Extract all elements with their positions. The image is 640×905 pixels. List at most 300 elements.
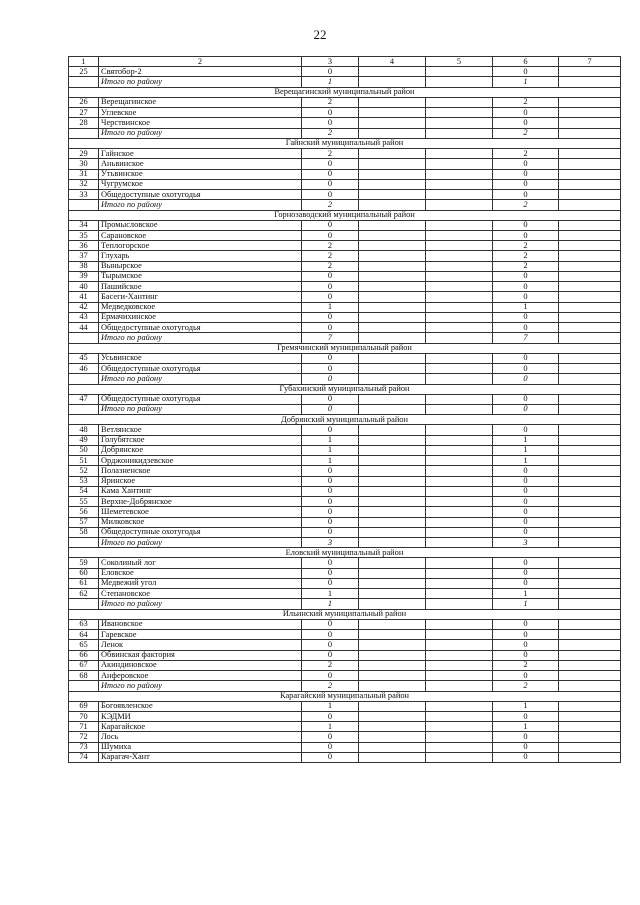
column-5-value — [426, 425, 493, 435]
table-row — [69, 241, 621, 251]
column-3-value: 0 — [302, 323, 359, 333]
column-3-value: 2 — [302, 200, 359, 210]
district-title: Добрянский муниципальный район — [69, 415, 621, 425]
column-3-value: 0 — [302, 282, 359, 292]
column-6-value: 0 — [493, 558, 559, 568]
hunting-ground-name: Глухарь — [99, 251, 302, 261]
column-6-value: 0 — [493, 312, 559, 322]
column-header: 6 — [493, 57, 559, 67]
table-row — [69, 650, 621, 660]
district-title: Карагайский муниципальный район — [69, 691, 621, 701]
total-label: Итого по району — [99, 374, 302, 384]
column-6-value: 1 — [493, 77, 559, 87]
row-number: 49 — [69, 435, 99, 445]
table-row — [69, 517, 621, 527]
column-7-value — [559, 722, 621, 732]
column-3-value: 2 — [302, 660, 359, 670]
table-row — [69, 466, 621, 476]
column-5-value — [426, 589, 493, 599]
column-3-value: 0 — [302, 118, 359, 128]
column-6-value: 0 — [493, 671, 559, 681]
total-label: Итого по району — [99, 333, 302, 343]
column-7-value — [559, 190, 621, 200]
row-number — [69, 77, 99, 87]
column-3-value: 0 — [302, 578, 359, 588]
column-3-value: 0 — [302, 353, 359, 363]
column-3-value: 0 — [302, 425, 359, 435]
row-number: 58 — [69, 527, 99, 537]
hunting-ground-name: Гайнское — [99, 149, 302, 159]
column-6-value: 1 — [493, 701, 559, 711]
table-row — [69, 619, 621, 629]
district-header-row — [69, 548, 621, 558]
column-6-value: 0 — [493, 179, 559, 189]
column-5-value — [426, 128, 493, 138]
district-total-row — [69, 128, 621, 138]
column-5-value — [426, 486, 493, 496]
column-6-value: 0 — [493, 578, 559, 588]
column-4-value — [359, 568, 426, 578]
district-total-row — [69, 404, 621, 414]
table-row — [69, 353, 621, 363]
column-7-value — [559, 527, 621, 537]
column-5-value — [426, 67, 493, 77]
column-4-value — [359, 527, 426, 537]
column-6-value: 0 — [493, 108, 559, 118]
row-number: 65 — [69, 640, 99, 650]
row-number: 57 — [69, 517, 99, 527]
column-header: 4 — [359, 57, 426, 67]
column-5-value — [426, 650, 493, 660]
column-6-value: 0 — [493, 425, 559, 435]
table-row — [69, 220, 621, 230]
column-4-value — [359, 640, 426, 650]
column-5-value — [426, 671, 493, 681]
column-3-value: 3 — [302, 538, 359, 548]
district-header-row — [69, 138, 621, 148]
column-3-value: 0 — [302, 507, 359, 517]
table-row — [69, 435, 621, 445]
table-row — [69, 578, 621, 588]
row-number: 53 — [69, 476, 99, 486]
hunting-ground-name: Святобор-2 — [99, 67, 302, 77]
hunting-ground-name: Добрянское — [99, 445, 302, 455]
table-row — [69, 732, 621, 742]
row-number: 72 — [69, 732, 99, 742]
column-7-value — [559, 660, 621, 670]
column-4-value — [359, 681, 426, 691]
table-row — [69, 486, 621, 496]
column-4-value — [359, 742, 426, 752]
column-3-value: 0 — [302, 476, 359, 486]
column-7-value — [559, 578, 621, 588]
table-row — [69, 568, 621, 578]
hunting-ground-name: Обвинская фактория — [99, 650, 302, 660]
row-number: 66 — [69, 650, 99, 660]
column-4-value — [359, 701, 426, 711]
district-title: Гайнский муниципальный район — [69, 138, 621, 148]
column-5-value — [426, 230, 493, 240]
column-5-value — [426, 507, 493, 517]
row-number — [69, 128, 99, 138]
column-7-value — [559, 681, 621, 691]
column-6-value: 0 — [493, 712, 559, 722]
column-7-value — [559, 77, 621, 87]
column-4-value — [359, 589, 426, 599]
column-6-value: 0 — [493, 118, 559, 128]
column-6-value: 0 — [493, 476, 559, 486]
hunting-ground-name: Медвежий угол — [99, 578, 302, 588]
column-5-value — [426, 722, 493, 732]
table-row — [69, 507, 621, 517]
hunting-ground-name: Теплогорское — [99, 241, 302, 251]
table-row — [69, 67, 621, 77]
column-6-value: 2 — [493, 97, 559, 107]
column-5-value — [426, 97, 493, 107]
column-7-value — [559, 200, 621, 210]
column-7-value — [559, 128, 621, 138]
column-4-value — [359, 200, 426, 210]
hunting-ground-name: Верхне-Добрянское — [99, 497, 302, 507]
row-number: 43 — [69, 312, 99, 322]
column-3-value: 1 — [302, 599, 359, 609]
table-row — [69, 527, 621, 537]
column-5-value — [426, 108, 493, 118]
column-4-value — [359, 128, 426, 138]
column-5-value — [426, 169, 493, 179]
column-7-value — [559, 323, 621, 333]
column-3-value: 1 — [302, 456, 359, 466]
column-4-value — [359, 179, 426, 189]
column-5-value — [426, 681, 493, 691]
table-row — [69, 476, 621, 486]
hunting-ground-name: Кама Хантинг — [99, 486, 302, 496]
column-3-value: 1 — [302, 701, 359, 711]
row-number: 62 — [69, 589, 99, 599]
column-5-value — [426, 282, 493, 292]
row-number: 67 — [69, 660, 99, 670]
district-title: Верещагинский муниципальный район — [69, 87, 621, 97]
column-5-value — [426, 241, 493, 251]
row-number: 52 — [69, 466, 99, 476]
column-4-value — [359, 312, 426, 322]
hunting-ground-name: Полазненское — [99, 466, 302, 476]
district-total-row — [69, 374, 621, 384]
column-3-value: 1 — [302, 589, 359, 599]
column-4-value — [359, 149, 426, 159]
row-number: 39 — [69, 271, 99, 281]
column-6-value: 0 — [493, 619, 559, 629]
column-5-value — [426, 558, 493, 568]
column-number-row — [69, 57, 621, 67]
column-4-value — [359, 97, 426, 107]
column-6-value: 0 — [493, 732, 559, 742]
total-label: Итого по району — [99, 538, 302, 548]
district-header-row — [69, 343, 621, 353]
column-4-value — [359, 671, 426, 681]
column-5-value — [426, 517, 493, 527]
column-6-value: 1 — [493, 456, 559, 466]
hunting-grounds-table — [68, 56, 621, 763]
column-3-value: 0 — [302, 630, 359, 640]
table-row — [69, 149, 621, 159]
column-4-value — [359, 159, 426, 169]
column-6-value: 3 — [493, 538, 559, 548]
column-3-value: 0 — [302, 364, 359, 374]
table-row — [69, 251, 621, 261]
column-4-value — [359, 722, 426, 732]
table-row — [69, 445, 621, 455]
row-number: 28 — [69, 118, 99, 128]
column-7-value — [559, 712, 621, 722]
column-5-value — [426, 149, 493, 159]
hunting-ground-name: Общедоступные охотугодья — [99, 394, 302, 404]
table-row — [69, 292, 621, 302]
hunting-ground-name: Усьвинское — [99, 353, 302, 363]
table-row — [69, 190, 621, 200]
table-row — [69, 630, 621, 640]
column-5-value — [426, 118, 493, 128]
column-7-value — [559, 630, 621, 640]
table-row — [69, 752, 621, 762]
column-4-value — [359, 650, 426, 660]
column-6-value: 0 — [493, 220, 559, 230]
hunting-ground-name: Углевское — [99, 108, 302, 118]
column-4-value — [359, 466, 426, 476]
row-number — [69, 374, 99, 384]
column-3-value: 0 — [302, 640, 359, 650]
column-5-value — [426, 261, 493, 271]
row-number: 41 — [69, 292, 99, 302]
district-title: Гремячинский муниципальный район — [69, 343, 621, 353]
column-4-value — [359, 660, 426, 670]
column-7-value — [559, 671, 621, 681]
column-6-value: 0 — [493, 466, 559, 476]
table-row — [69, 230, 621, 240]
column-5-value — [426, 732, 493, 742]
row-number: 71 — [69, 722, 99, 732]
hunting-ground-name: Общедоступные охотугодья — [99, 527, 302, 537]
column-6-value: 0 — [493, 394, 559, 404]
column-3-value: 2 — [302, 97, 359, 107]
column-5-value — [426, 660, 493, 670]
column-4-value — [359, 230, 426, 240]
column-7-value — [559, 108, 621, 118]
district-total-row — [69, 599, 621, 609]
row-number — [69, 599, 99, 609]
column-7-value — [559, 282, 621, 292]
hunting-ground-name: Сарановское — [99, 230, 302, 240]
row-number — [69, 333, 99, 343]
table-row — [69, 722, 621, 732]
column-4-value — [359, 323, 426, 333]
column-4-value — [359, 578, 426, 588]
column-7-value — [559, 476, 621, 486]
row-number: 73 — [69, 742, 99, 752]
table-row — [69, 712, 621, 722]
table-row — [69, 169, 621, 179]
column-4-value — [359, 558, 426, 568]
district-header-row — [69, 87, 621, 97]
column-6-value: 0 — [493, 527, 559, 537]
column-4-value — [359, 486, 426, 496]
column-5-value — [426, 190, 493, 200]
row-number: 47 — [69, 394, 99, 404]
column-3-value: 1 — [302, 302, 359, 312]
hunting-ground-name: Вынырское — [99, 261, 302, 271]
column-6-value: 1 — [493, 599, 559, 609]
column-3-value: 0 — [302, 732, 359, 742]
column-5-value — [426, 445, 493, 455]
table-row — [69, 261, 621, 271]
row-number — [69, 681, 99, 691]
column-6-value: 1 — [493, 302, 559, 312]
column-5-value — [426, 456, 493, 466]
column-3-value: 0 — [302, 527, 359, 537]
row-number — [69, 538, 99, 548]
hunting-ground-name: Голубятское — [99, 435, 302, 445]
column-4-value — [359, 394, 426, 404]
hunting-ground-name: Акиндиновское — [99, 660, 302, 670]
column-3-value: 0 — [302, 67, 359, 77]
column-3-value: 2 — [302, 261, 359, 271]
column-3-value: 0 — [302, 230, 359, 240]
column-4-value — [359, 261, 426, 271]
column-6-value: 0 — [493, 752, 559, 762]
column-6-value: 2 — [493, 660, 559, 670]
column-7-value — [559, 312, 621, 322]
table-row — [69, 456, 621, 466]
column-7-value — [559, 589, 621, 599]
column-7-value — [559, 445, 621, 455]
column-5-value — [426, 292, 493, 302]
column-5-value — [426, 599, 493, 609]
column-3-value: 0 — [302, 179, 359, 189]
column-5-value — [426, 538, 493, 548]
hunting-ground-name: Чугрумское — [99, 179, 302, 189]
column-5-value — [426, 323, 493, 333]
row-number: 33 — [69, 190, 99, 200]
row-number: 40 — [69, 282, 99, 292]
column-5-value — [426, 353, 493, 363]
row-number: 69 — [69, 701, 99, 711]
table-row — [69, 97, 621, 107]
column-4-value — [359, 374, 426, 384]
column-7-value — [559, 394, 621, 404]
column-3-value: 0 — [302, 312, 359, 322]
column-6-value: 2 — [493, 681, 559, 691]
column-6-value: 2 — [493, 241, 559, 251]
column-4-value — [359, 435, 426, 445]
column-7-value — [559, 497, 621, 507]
hunting-ground-name: Шумиха — [99, 742, 302, 752]
column-header: 2 — [99, 57, 302, 67]
row-number: 74 — [69, 752, 99, 762]
column-5-value — [426, 404, 493, 414]
hunting-ground-name: Общедоступные охотугодья — [99, 364, 302, 374]
column-4-value — [359, 108, 426, 118]
column-5-value — [426, 220, 493, 230]
hunting-ground-name: Карагач-Хант — [99, 752, 302, 762]
district-total-row — [69, 200, 621, 210]
hunting-ground-name: Тырымское — [99, 271, 302, 281]
table-row — [69, 640, 621, 650]
column-6-value: 0 — [493, 364, 559, 374]
column-4-value — [359, 619, 426, 629]
page-number: 22 — [313, 27, 327, 42]
row-number: 27 — [69, 108, 99, 118]
column-3-value: 0 — [302, 486, 359, 496]
column-7-value — [559, 466, 621, 476]
column-6-value: 0 — [493, 630, 559, 640]
column-5-value — [426, 466, 493, 476]
column-5-value — [426, 527, 493, 537]
column-7-value — [559, 67, 621, 77]
total-label: Итого по району — [99, 200, 302, 210]
column-7-value — [559, 374, 621, 384]
row-number: 25 — [69, 67, 99, 77]
row-number — [69, 404, 99, 414]
column-6-value: 0 — [493, 353, 559, 363]
column-6-value: 0 — [493, 169, 559, 179]
district-title: Ильинский муниципальный район — [69, 609, 621, 619]
column-3-value: 0 — [302, 108, 359, 118]
column-5-value — [426, 640, 493, 650]
column-7-value — [559, 599, 621, 609]
column-4-value — [359, 251, 426, 261]
row-number: 55 — [69, 497, 99, 507]
column-5-value — [426, 374, 493, 384]
column-7-value — [559, 404, 621, 414]
column-3-value: 1 — [302, 435, 359, 445]
hunting-ground-name: Ивановское — [99, 619, 302, 629]
column-7-value — [559, 538, 621, 548]
column-7-value — [559, 650, 621, 660]
column-5-value — [426, 578, 493, 588]
row-number: 37 — [69, 251, 99, 261]
hunting-ground-name: Степановское — [99, 589, 302, 599]
column-5-value — [426, 312, 493, 322]
row-number: 30 — [69, 159, 99, 169]
district-header-row — [69, 691, 621, 701]
column-5-value — [426, 333, 493, 343]
column-6-value: 2 — [493, 128, 559, 138]
column-3-value: 0 — [302, 394, 359, 404]
column-5-value — [426, 159, 493, 169]
column-6-value: 0 — [493, 742, 559, 752]
column-7-value — [559, 435, 621, 445]
column-5-value — [426, 701, 493, 711]
column-7-value — [559, 517, 621, 527]
hunting-ground-name: Утьвинское — [99, 169, 302, 179]
column-3-value: 0 — [302, 568, 359, 578]
column-3-value: 2 — [302, 128, 359, 138]
column-6-value: 0 — [493, 159, 559, 169]
column-3-value: 0 — [302, 712, 359, 722]
column-7-value — [559, 169, 621, 179]
column-7-value — [559, 261, 621, 271]
column-header: 5 — [426, 57, 493, 67]
column-5-value — [426, 179, 493, 189]
column-3-value: 0 — [302, 190, 359, 200]
column-7-value — [559, 701, 621, 711]
district-header-row — [69, 384, 621, 394]
hunting-ground-name: Промысловское — [99, 220, 302, 230]
column-6-value: 2 — [493, 200, 559, 210]
column-6-value: 0 — [493, 486, 559, 496]
row-number: 48 — [69, 425, 99, 435]
column-6-value: 0 — [493, 190, 559, 200]
